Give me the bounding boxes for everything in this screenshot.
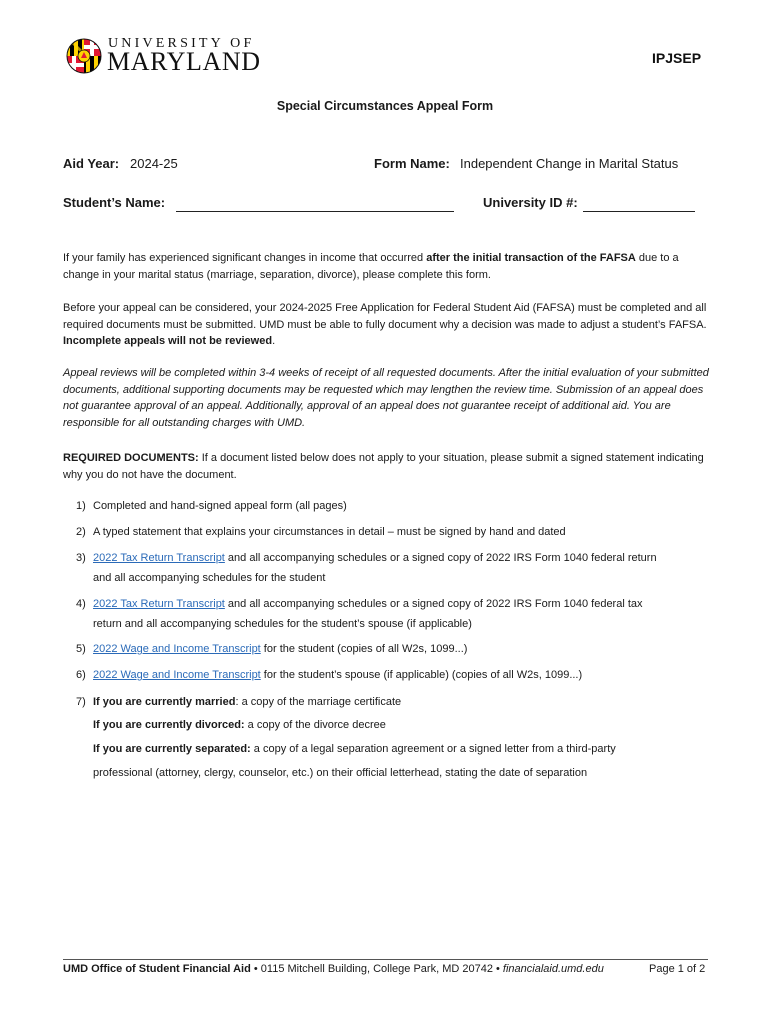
- list-item-number: 1): [76, 500, 86, 512]
- intro-p1-text-a: If your family has experienced significant changes in income that occurred: [63, 252, 427, 264]
- divorced-text: a copy of the divorce decree: [244, 719, 386, 731]
- footer-separator: •: [492, 963, 503, 975]
- separated-text: a copy of a legal separation agreement or a signed letter from a third-party: [250, 743, 616, 755]
- list-item-text: [93, 665, 703, 685]
- list-item-married: [93, 692, 703, 712]
- list-item-number: 5): [76, 643, 86, 655]
- list-item-text-rest: for the student’s spouse (if applicable) (copies of all W2s, 1099...): [260, 669, 583, 681]
- umd-logo: [66, 36, 276, 76]
- list-item-divorced: [93, 715, 703, 735]
- list-item-number: 3): [76, 552, 86, 564]
- tax-return-transcript-link[interactable]: 2022 Tax Return Transcript: [93, 552, 225, 564]
- list-item-separated: [93, 739, 703, 759]
- logo-text-university-of: UNIVERSITY OF: [108, 36, 255, 51]
- separated-label: If you are currently separated:: [93, 743, 251, 755]
- university-id-label: University ID #:: [483, 195, 578, 210]
- footer-divider: [63, 959, 708, 960]
- student-name-field[interactable]: [176, 211, 454, 212]
- intro-paragraph-1: [63, 250, 713, 283]
- footer: [63, 963, 604, 975]
- intro-paragraph-2: [63, 300, 713, 350]
- list-item-number: 7): [76, 696, 86, 708]
- list-item-text: [93, 594, 703, 614]
- list-item-text: Completed and hand-signed appeal form (all pages): [93, 500, 347, 512]
- list-item-number: 2): [76, 526, 86, 538]
- list-item-text-rest: and all accompanying schedules or a signed copy of 2022 IRS Form 1040 federal return: [224, 552, 657, 564]
- maryland-flag-seal-icon: [66, 38, 102, 74]
- aid-year-value: 2024-25: [130, 156, 178, 171]
- page-title: Special Circumstances Appeal Form: [276, 99, 494, 113]
- divorced-label: If you are currently divorced:: [93, 719, 245, 731]
- tax-return-transcript-link[interactable]: 2022 Tax Return Transcript: [93, 598, 225, 610]
- form-name-label: Form Name:: [374, 156, 450, 171]
- footer-office: UMD Office of Student Financial Aid: [63, 963, 251, 975]
- logo-text-maryland: MARYLAND: [107, 47, 261, 76]
- married-text: : a copy of the marriage certificate: [235, 696, 402, 708]
- list-item-number: 6): [76, 669, 86, 681]
- list-item-text: A typed statement that explains your circumstances in detail – must be signed by hand and dated: [93, 526, 566, 538]
- list-item-text-line2: return and all accompanying schedules for the student’s spouse (if applicable): [93, 618, 472, 630]
- intro-p1-text-c: due to a change in your marital status (marriage, separation, divorce), please complete this form.: [63, 252, 679, 281]
- list-item-text: [93, 639, 703, 659]
- footer-website[interactable]: financialaid.umd.edu: [502, 963, 604, 975]
- list-item-text-line2: and all accompanying schedules for the student: [93, 572, 326, 584]
- list-item-text-rest: and all accompanying schedules or a signed copy of 2022 IRS Form 1040 federal tax: [224, 598, 643, 610]
- married-label: If you are currently married: [93, 696, 236, 708]
- wage-income-transcript-link[interactable]: 2022 Wage and Income Transcript: [93, 669, 261, 681]
- review-notice-paragraph: Appeal reviews will be completed within 3-4 weeks of receipt of all requested documents. After the initial evaluation of your submitted documents, additional supporting documents may be requested which may lengthen the review time. Submission of an appeal does not guarantee approval of an appeal. Additionally, approval of an appeal does not guarantee receipt of additional aid. You are responsible for all outstanding charges with UMD.: [63, 367, 709, 429]
- aid-year-label: Aid Year:: [63, 156, 120, 171]
- university-id-field[interactable]: [583, 211, 695, 212]
- wage-income-transcript-link[interactable]: 2022 Wage and Income Transcript: [93, 643, 261, 655]
- intro-p1-emphasis: after the initial transaction of the FAFSA: [426, 252, 636, 264]
- form-name-value: Independent Change in Marital Status: [460, 156, 679, 171]
- required-documents-text: If a document listed below does not apply to your situation, please submit a signed statement indicating why you do not have the document.: [63, 452, 704, 481]
- page-number: Page 1 of 2: [649, 963, 706, 975]
- intro-p2-emphasis: Incomplete appeals will not be reviewed: [63, 335, 273, 347]
- required-documents-label: REQUIRED DOCUMENTS:: [63, 452, 199, 464]
- list-item-number: 4): [76, 598, 86, 610]
- list-item-text: [93, 548, 703, 568]
- student-name-label: Student’s Name:: [63, 195, 166, 210]
- intro-p2-text-c: .: [272, 335, 276, 347]
- footer-separator: •: [250, 963, 261, 975]
- required-documents-paragraph: [63, 450, 713, 483]
- separated-text-line2: professional (attorney, clergy, counselor, etc.) on their official letterhead, stating the date of separation: [93, 767, 588, 779]
- footer-address: 0115 Mitchell Building, College Park, MD 20742: [260, 963, 493, 975]
- list-item-text-rest: for the student (copies of all W2s, 1099...): [260, 643, 468, 655]
- intro-p2-text-a: Before your appeal can be considered, your 2024-2025 Free Application for Federal Student Aid (FAFSA) must be completed and all required documents must be submitted. UMD must be able to fully document why a decision was made to adjust a student’s FAFSA.: [63, 302, 707, 331]
- form-code: IPJSEP: [652, 50, 702, 66]
